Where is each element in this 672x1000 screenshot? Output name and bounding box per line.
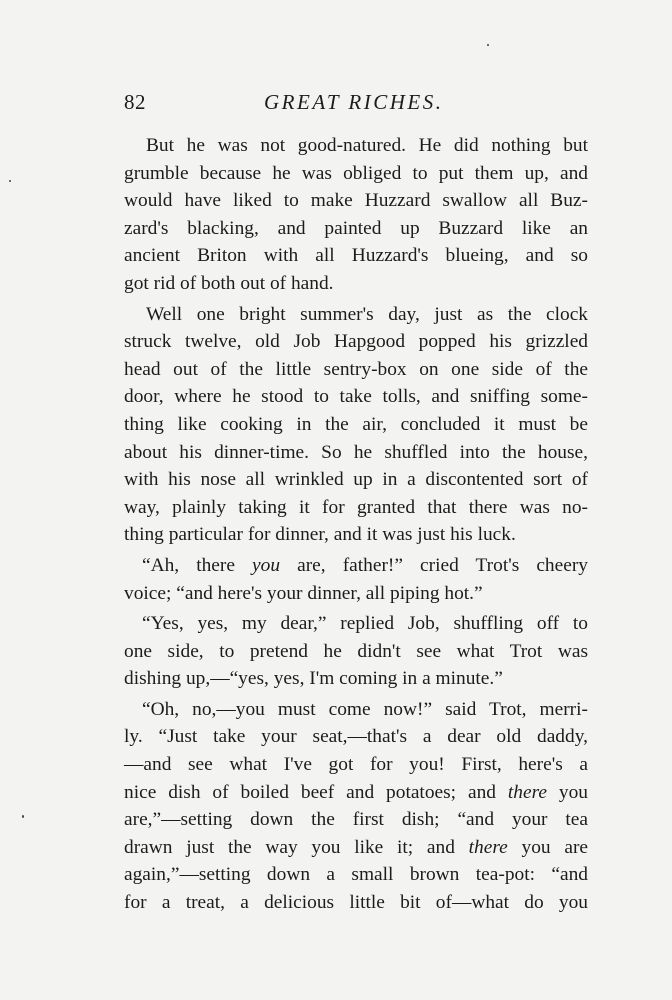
- paragraph: [124, 552, 588, 607]
- text-line: drawn just the way you like it; and there you are: [124, 836, 589, 858]
- text-line: “Ah, there you are, father!” cried Trot's cheery: [142, 554, 588, 576]
- scan-speck: [487, 44, 489, 46]
- italic-word: there: [507, 781, 547, 803]
- paragraph: [124, 132, 588, 298]
- text-line: voice; “and here's your dinner, all piping hot.”: [124, 582, 483, 604]
- text-line: would have liked to make Huzzard swallow all Buz-: [124, 190, 588, 212]
- text-line: thing like cooking in the air, concluded it must be: [124, 413, 588, 435]
- text-line: ancient Briton with all Huzzard's blueing, and so: [124, 245, 588, 267]
- text-line: nice dish of boiled beef and potatoes; and there you: [124, 781, 588, 803]
- text-line: “Oh, no,—you must come now!” said Trot, merri-: [142, 698, 588, 720]
- text-line: with his nose all wrinkled up in a discontented sort of: [124, 469, 588, 491]
- page-number: 82: [124, 90, 146, 114]
- italic-word: there: [468, 836, 508, 858]
- text-line: struck twelve, old Job Hapgood popped his grizzled: [124, 331, 588, 353]
- text-line: grumble because he was obliged to put them up, and: [124, 162, 588, 184]
- running-title: GREAT RICHES.: [264, 90, 444, 114]
- text-line: zard's blacking, and painted up Buzzard like an: [124, 217, 588, 239]
- paragraph: [124, 301, 588, 549]
- body-text: [124, 132, 588, 917]
- text-line: thing particular for dinner, and it was just his luck.: [124, 524, 516, 546]
- paragraph: [124, 610, 588, 693]
- text-line: Well one bright summer's day, just as the clock: [146, 303, 588, 325]
- scan-speck: [22, 815, 24, 818]
- text-line: for a treat, a delicious little bit of—what do you: [124, 892, 588, 914]
- text-line: again,”—setting down a small brown tea-pot: “and: [124, 864, 588, 886]
- text-line: one side, to pretend he didn't see what Trot was: [124, 640, 588, 662]
- running-head: [124, 90, 594, 120]
- text-line: ly. “Just take your seat,—that's a dear old daddy,: [124, 726, 588, 748]
- italic-word: you: [252, 554, 281, 576]
- text-line: are,”—setting down the first dish; “and your tea: [124, 809, 588, 831]
- text-line: head out of the little sentry-box on one side of the: [124, 358, 588, 380]
- text-line: —and see what I've got for you! First, here's a: [124, 754, 588, 776]
- text-line: way, plainly taking it for granted that there was no-: [124, 496, 588, 518]
- text-line: about his dinner-time. So he shuffled into the house,: [124, 441, 588, 463]
- text-line: door, where he stood to take tolls, and sniffing some-: [124, 386, 588, 408]
- scan-speck: [9, 180, 11, 182]
- text-line: got rid of both out of hand.: [124, 272, 334, 294]
- paragraph: [124, 696, 588, 917]
- text-line: But he was not good-natured. He did nothing but: [146, 135, 588, 156]
- text-line: “Yes, yes, my dear,” replied Job, shuffling off to: [142, 613, 588, 635]
- text-line: dishing up,—“yes, yes, I'm coming in a minute.”: [124, 668, 503, 690]
